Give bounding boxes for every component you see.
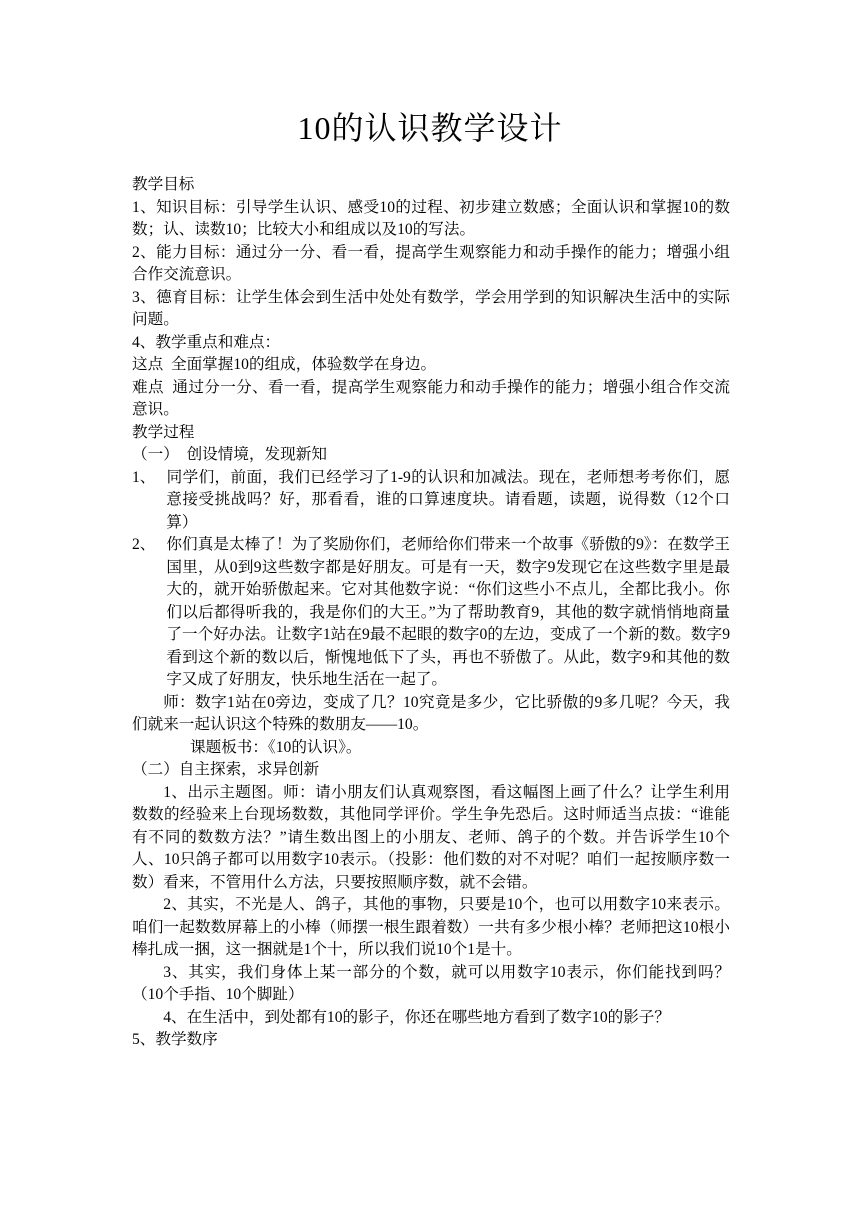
document-title: 10的认识教学设计 xyxy=(297,110,563,146)
goal-moral: 3、德育目标：让学生体会到生活中处处有数学，学会用学到的知识解决生活中的实际问题。 xyxy=(132,288,730,328)
difficult-point: 难点 通过分一分、看一看，提高学生观察能力和动手操作的能力；增强小组合作交流意识。 xyxy=(132,378,730,418)
board-title: 课题板书：《10的认识》。 xyxy=(190,738,362,756)
document-body xyxy=(132,174,730,1052)
list-item-2 xyxy=(132,534,730,692)
part-2-heading: （二）自主探索，求异创新 xyxy=(132,761,320,778)
list-item-2-text: 你们真是太棒了！为了奖励你们，老师给你们带来一个故事《骄傲的9》：在数学王国里，从0到9这些数字都是好朋友。可是有一天，数字9发现它在这些数字里是最大的，就开始骄傲起来。它对其他数字说：“你们这些小不点儿，全都比我小。你们以后都得听我的，我是你们的大王。”为了帮助教育9，其他的数字就悄悄地商量了一个好办法。让数字1站在9最不起眼的数字0的左边，变成了一个新的数。数字9看到这个新的数以后，惭愧地低下了头，再也不骄傲了。从此，数字9和其他的数字又成了好朋友，快乐地生活在一起了。 xyxy=(166,536,730,688)
goal-key-difficult-heading: 4、教学重点和难点： xyxy=(132,333,281,351)
list-item-1 xyxy=(132,467,730,535)
section-heading-goals: 教学目标 xyxy=(132,176,195,193)
section-heading-process: 教学过程 xyxy=(132,423,195,441)
key-point: 这点 全面掌握10的组成，体验数学在身边。 xyxy=(132,356,437,373)
goal-knowledge: 1、知识目标：引导学生认识、感受10的过程、初步建立数感；全面认识和掌握10的数数；认、读数10；比较大小和组成以及10的写法。 xyxy=(132,198,730,238)
part-2-paragraph-2: 2、其实，不光是人、鸽子，其他的事物，只要是10个，也可以用数字10来表示。咱们一起数数屏幕上的小棒（师摆一根生跟着数）一共有多少根小棒？老师把这10根小棒扎成一捆，这一捆就是1个十，所以我们说10个1是十。 xyxy=(132,896,730,958)
goal-ability: 2、能力目标：通过分一分、看一看，提高学生观察能力和动手操作的能力；增强小组合作交流意识。 xyxy=(132,243,730,283)
list-item-1-text: 同学们，前面，我们已经学习了1-9的认识和加减法。现在，老师想考考你们，愿意接受挑战吗？好，那看看，谁的口算速度块。请看题，读题，说得数（12个口算） xyxy=(166,468,730,531)
part-1-heading: （一） 创设情境，发现新知 xyxy=(132,446,327,463)
part-2-paragraph-3: 3、其实，我们身体上某一部分的个数，就可以用数字10表示，你们能找到吗？（10个手指、10个脚趾） xyxy=(132,963,730,1003)
list-item-2-number: 2、 xyxy=(132,536,156,553)
teacher-question: 师：数字1站在0旁边，变成了几？10究竟是多少，它比骄傲的9多几呢？今天，我们就来一起认识这个特殊的数朋友——10。 xyxy=(132,693,730,733)
part-2-paragraph-1: 1、出示主题图。师：请小朋友们认真观察图，看这幅图上画了什么？让学生利用数数的经验来上台现场数数，其他同学评价。学生争先恐后。这时师适当点拔：“谁能有不同的数数方法？”请生数出图上的小朋友、老师、鸽子的个数。并告诉学生10个人、10只鸽子都可以用数字10表示。（投影：他们数的对不对呢？咱们一起按顺序数一数）看来，不管用什么方法，只要按照顺序数，就不会错。 xyxy=(132,783,730,891)
list-item-1-number: 1、 xyxy=(132,468,156,486)
part-2-paragraph-4: 4、在生活中，到处都有10的影子，你还在哪些地方看到了数字10的影子？ xyxy=(163,1008,670,1026)
part-2-paragraph-5: 5、教学数序 xyxy=(132,1031,218,1048)
